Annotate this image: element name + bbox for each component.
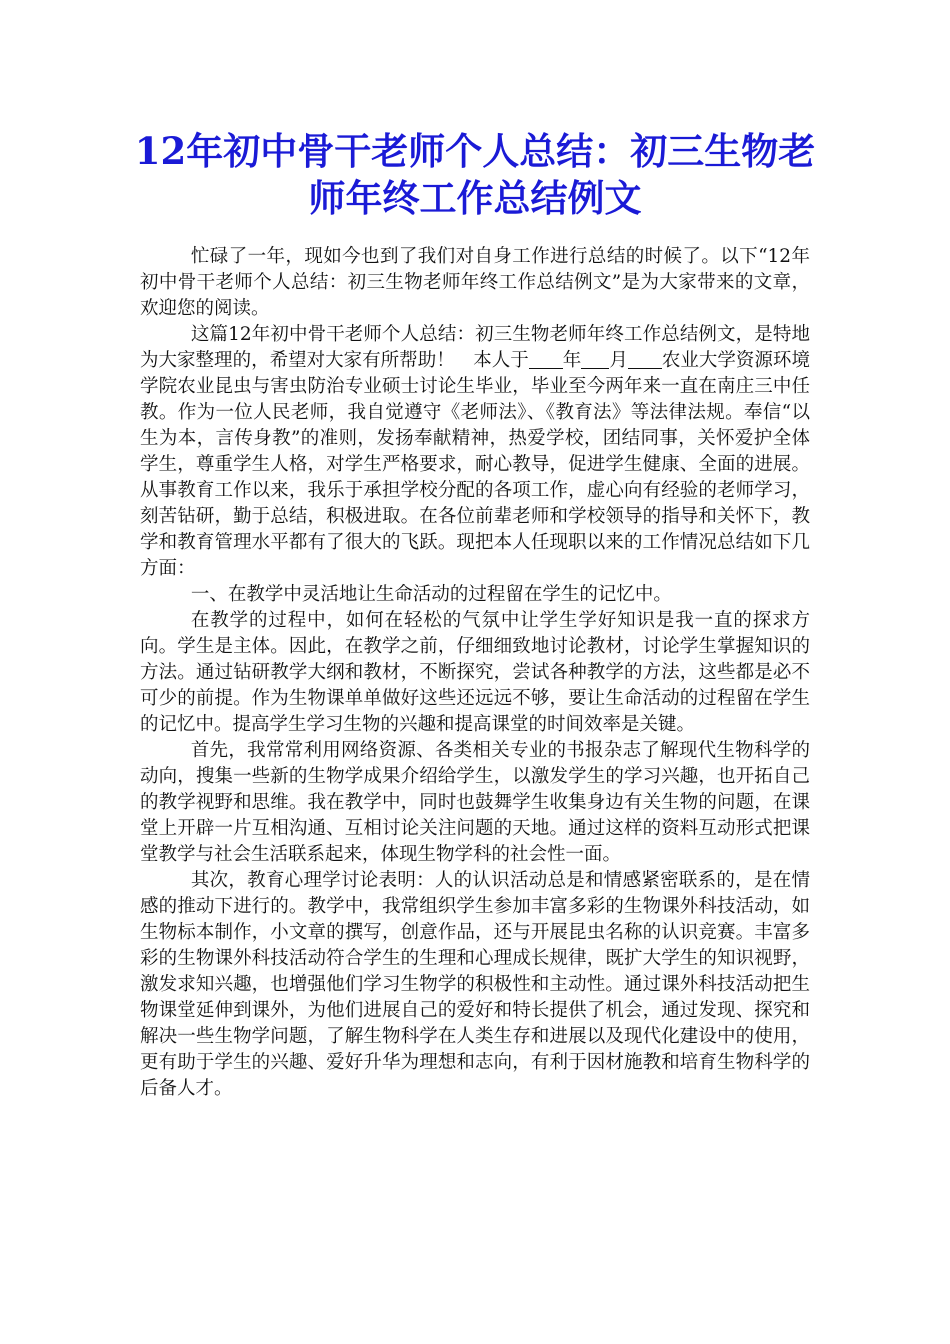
intro2-rest: 农业大学资源环境学院农业昆虫与害虫防治专业硕士讨论生毕业，毕业至今两年来一直在南庄三中任教。作为一位人民老师，我自觉遵守《老师法》、《教育法》等法律法规。奉信“以生为本，言传身教”的准则，发扬奉献精神，热爱学校，团结同事，关怀爱护全体学生，尊重学生人格，对学生严格要求，耐心教导，促进学生健康、全面的进展。从事教育工作以来，我乐于承担学校分配的各项工作，虚心向有经验的老师学习，刻苦钻研，勤于总结，积极进取。在各位前辈老师和学校领导的指导和关怀下，教学和教育管理水平都有了很大的飞跃。现把本人任现职以来的工作情况总结如下几方面：	[140, 350, 810, 579]
body-paragraph: 首先，我常常利用网络资源、各类相关专业的书报杂志了解现代生物科学的动向，搜集一些新的生物学成果介绍给学生，以激发学生的学习兴趣，也开拓自己的教学视野和思维。我在教学中，同时也鼓舞学生收集身边有关生物的问题，在课堂上开辟一片互相沟通、互相讨论关注问题的天地。通过这样的资料互动形式把课堂教学与社会生活联系起来，体现生物学科的社会性一面。	[140, 740, 810, 865]
body-paragraph: 其次，教育心理学讨论表明：人的认识活动总是和情感紧密联系的，是在情感的推动下进行的。教学中，我常组织学生参加丰富多彩的生物课外科技活动，如生物标本制作，小文章的撰写，创意作品，还与开展昆虫名称的认识竞赛。丰富多彩的生物课外科技活动符合学生的生理和心理成长规律，既扩大学生的知识视野，激发求知兴趣，也增强他们学习生物学的积极性和主动性。通过课外科技活动把生物课堂延伸到课外，为他们进展自己的爱好和特长提供了机会，通过发现、探究和解决一些生物学问题，了解生物科学在人类生存和进展以及现代化建设中的使用，更有助于学生的兴趣、爱好升华为理想和志向，有利于因材施教和培育生物科学的后备人才。	[140, 870, 810, 1099]
year-suffix: 年	[562, 350, 582, 371]
blank-line	[529, 350, 563, 370]
intro-paragraph: 忙碌了一年，现如今也到了我们对自身工作进行总结的时候了。以下“12年初中骨干老师个人总结：初三生物老师年终工作总结例文”是为大家带来的文章，欢迎您的阅读。	[140, 246, 810, 319]
blank-line	[581, 350, 609, 370]
intro-paragraph-2	[140, 322, 810, 582]
document-title: 12年初中骨干老师个人总结：初三生物老师年终工作总结例文	[134, 129, 816, 220]
document-body	[140, 244, 810, 1102]
section-heading: 一、在教学中灵活地让生命活动的过程留在学生的记忆中。	[190, 584, 672, 605]
body-paragraph: 在教学的过程中，如何在轻松的气氛中让学生学好知识是我一直的探求方向。学生是主体。因此，在教学之前，仔细细致地讨论教材，讨论学生掌握知识的方法。通过钻研教学大纲和教材，不断探究，尝试各种教学的方法，这些都是必不可少的前提。作为生物课单单做好这些还远远不够，要让生命活动的过程留在学生的记忆中。提高学生学习生物的兴趣和提高课堂的时间效率是关键。	[140, 610, 810, 735]
month-suffix: 月	[609, 350, 628, 371]
blank-line	[628, 350, 662, 370]
intro2-lead: 这篇12年初中骨干老师个人总结：初三生物老师年终工作总结例文，是特地为大家整理的，希望对大家有所帮助！ 本人于	[140, 324, 810, 371]
